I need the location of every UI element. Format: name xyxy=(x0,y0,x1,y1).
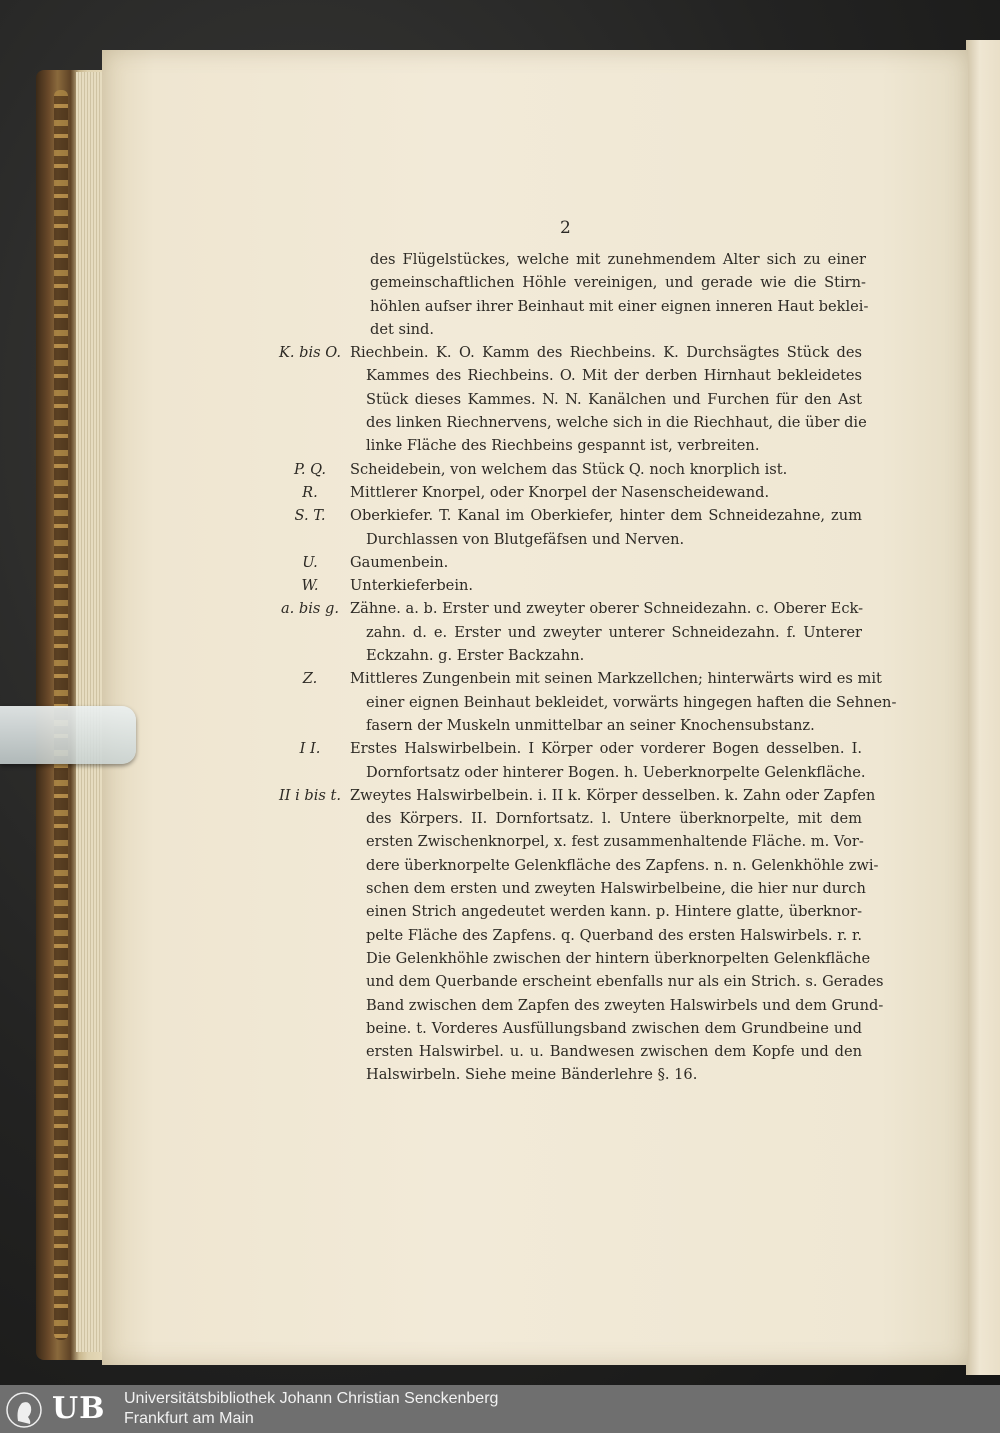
intro-line: höhlen aufser ihrer Beinhaut mit einer eignen inneren Haut beklei- xyxy=(370,297,869,315)
entry-row xyxy=(270,341,870,457)
entry-line: zahn. d. e. Erster und zweyter unterer Schneidezahn. f. Unterer xyxy=(366,623,862,641)
entry-line: Band zwischen dem Zapfen des zweyten Halswirbels und dem Grund- xyxy=(366,996,884,1014)
entry-row xyxy=(270,667,897,737)
entry-row xyxy=(270,504,870,551)
institution-city: Frankfurt am Main xyxy=(124,1410,254,1427)
entry-label: a. bis g. xyxy=(280,600,340,618)
entry-line: Erstes Halswirbelbein. I Körper oder vorderer Bogen desselben. I. xyxy=(350,740,862,758)
intro-line: gemeinschaftlichen Höhle vereinigen, und gerade wie die Stirn- xyxy=(370,274,866,292)
entry-line: Stück dieses Kammes. N. N. Kanälchen und Furchen für den Ast xyxy=(366,390,862,408)
logo-text: UB xyxy=(52,1391,106,1426)
portrait-seal-icon xyxy=(4,1391,44,1429)
entry-line: Zähne. a. b. Erster und zweyter oberer Schneidezahn. c. Oberer Eck- xyxy=(350,600,864,618)
entry-line: Mittleres Zungenbein mit seinen Markzellchen; hinterwärts wird es mit xyxy=(350,670,882,688)
entry-line: und dem Querbande erscheint ebenfalls nur als ein Strich. s. Gerades xyxy=(366,973,884,991)
entry-row xyxy=(270,597,870,667)
entry-line: pelte Fläche des Zapfens. q. Querband des ersten Halswirbels. r. r. xyxy=(366,926,862,944)
entry-line: Unterkieferbein. xyxy=(350,577,474,595)
entry-line: des linken Riechnervens, welche sich in die Riechhaut, die über die xyxy=(366,414,867,432)
entry-line: Gaumenbein. xyxy=(350,553,449,571)
entry-body xyxy=(350,504,862,551)
entry-body xyxy=(350,737,866,784)
entry-line: einer eignen Beinhaut bekleidet, vorwärts hingegen haften die Sehnen- xyxy=(366,693,897,711)
entry-body xyxy=(350,481,862,504)
footer-bar xyxy=(0,1385,1000,1433)
intro-paragraph xyxy=(270,248,870,341)
entry-line: beine. t. Vorderes Ausfüllungsband zwischen dem Grundbeine und xyxy=(366,1019,862,1037)
entry-line: ersten Halswirbel. u. u. Bandwesen zwischen dem Kopfe und den xyxy=(366,1043,862,1061)
entry-line: Riechbein. K. O. Kamm des Riechbeins. K. Durchsägtes Stück des xyxy=(350,344,862,362)
entry-line: Halswirbeln. Siehe meine Bänderlehre §. 16. xyxy=(366,1066,698,1084)
page-marker-tab xyxy=(0,706,136,764)
entry-line: Scheidebein, von welchem das Stück Q. noch knorplich ist. xyxy=(350,460,788,478)
entry-line: Zweytes Halswirbelbein. i. II k. Körper desselben. k. Zahn oder Zapfen xyxy=(350,786,876,804)
entry-body xyxy=(350,458,862,481)
entry-label: P. Q. xyxy=(293,460,326,478)
entry-row xyxy=(270,737,870,784)
entry-line: Mittlerer Knorpel, oder Knorpel der Nasenscheidewand. xyxy=(350,483,770,501)
entry-line: Durchlassen von Blutgefäfsen und Nerven. xyxy=(366,530,685,548)
facing-page-edge xyxy=(966,40,1000,1375)
entry-label: K. bis O. xyxy=(278,344,342,362)
entry-body xyxy=(350,667,897,737)
library-logo xyxy=(4,1391,116,1429)
entry-row xyxy=(270,458,870,481)
entry-body xyxy=(350,574,862,597)
entry-line: Dornfortsatz oder hinterer Bogen. h. Ueberknorpelte Gelenkfläche. xyxy=(366,763,866,781)
entry-label: II i bis t. xyxy=(278,786,342,804)
entry-line: einen Strich angedeutet werden kann. p. Hintere glatte, überknor- xyxy=(366,903,862,921)
entry-row xyxy=(270,481,870,504)
entry-body xyxy=(350,784,884,1087)
entry-body xyxy=(350,597,862,667)
entry-line: Die Gelenkhöhle zwischen der hintern überknorpelten Gelenkfläche xyxy=(366,949,871,967)
entry-line: Oberkiefer. T. Kanal im Oberkiefer, hinter dem Schneidezahne, zum xyxy=(350,507,862,525)
entry-line: Kammes des Riechbeins. O. Mit der derben Hirnhaut bekleidetes xyxy=(366,367,862,385)
entry-label: Z. xyxy=(302,670,318,688)
page-number: 2 xyxy=(560,218,571,238)
entry-line: schen dem ersten und zweyten Halswirbelbeine, die hier nur durch xyxy=(366,880,866,898)
entry-line: Eckzahn. g. Erster Backzahn. xyxy=(366,647,585,665)
entry-body xyxy=(350,551,862,574)
entry-line: des Körpers. II. Dornfortsatz. l. Untere überknorpelte, mit dem xyxy=(366,810,862,828)
entry-line: linke Fläche des Riechbeins gespannt ist, verbreiten. xyxy=(366,437,760,455)
entry-label: U. xyxy=(302,553,318,571)
intro-line: des Flügelstückes, welche mit zunehmendem Alter sich zu einer xyxy=(370,251,866,268)
entry-line: ersten Zwischenknorpel, x. fest zusammenhaltende Fläche. m. Vor- xyxy=(366,833,864,851)
entries-list xyxy=(270,341,897,1087)
page-text xyxy=(270,248,897,1087)
entry-row xyxy=(270,574,870,597)
entry-label: R. xyxy=(302,483,318,501)
entry-body xyxy=(350,341,867,457)
entry-label: S. T. xyxy=(294,507,326,525)
institution-name: Universitätsbibliothek Johann Christian Senckenberg xyxy=(124,1390,499,1407)
intro-line: det sind. xyxy=(370,320,435,338)
entry-line: fasern der Muskeln unmittelbar an seiner Knochensubstanz. xyxy=(366,716,815,734)
entry-line: dere überknorpelte Gelenkfläche des Zapfens. n. n. Gelenkhöhle zwi- xyxy=(366,856,879,874)
entry-row xyxy=(270,551,870,574)
entry-label: W. xyxy=(301,577,319,595)
entry-label: I I. xyxy=(299,740,321,758)
entry-row xyxy=(270,784,884,1087)
